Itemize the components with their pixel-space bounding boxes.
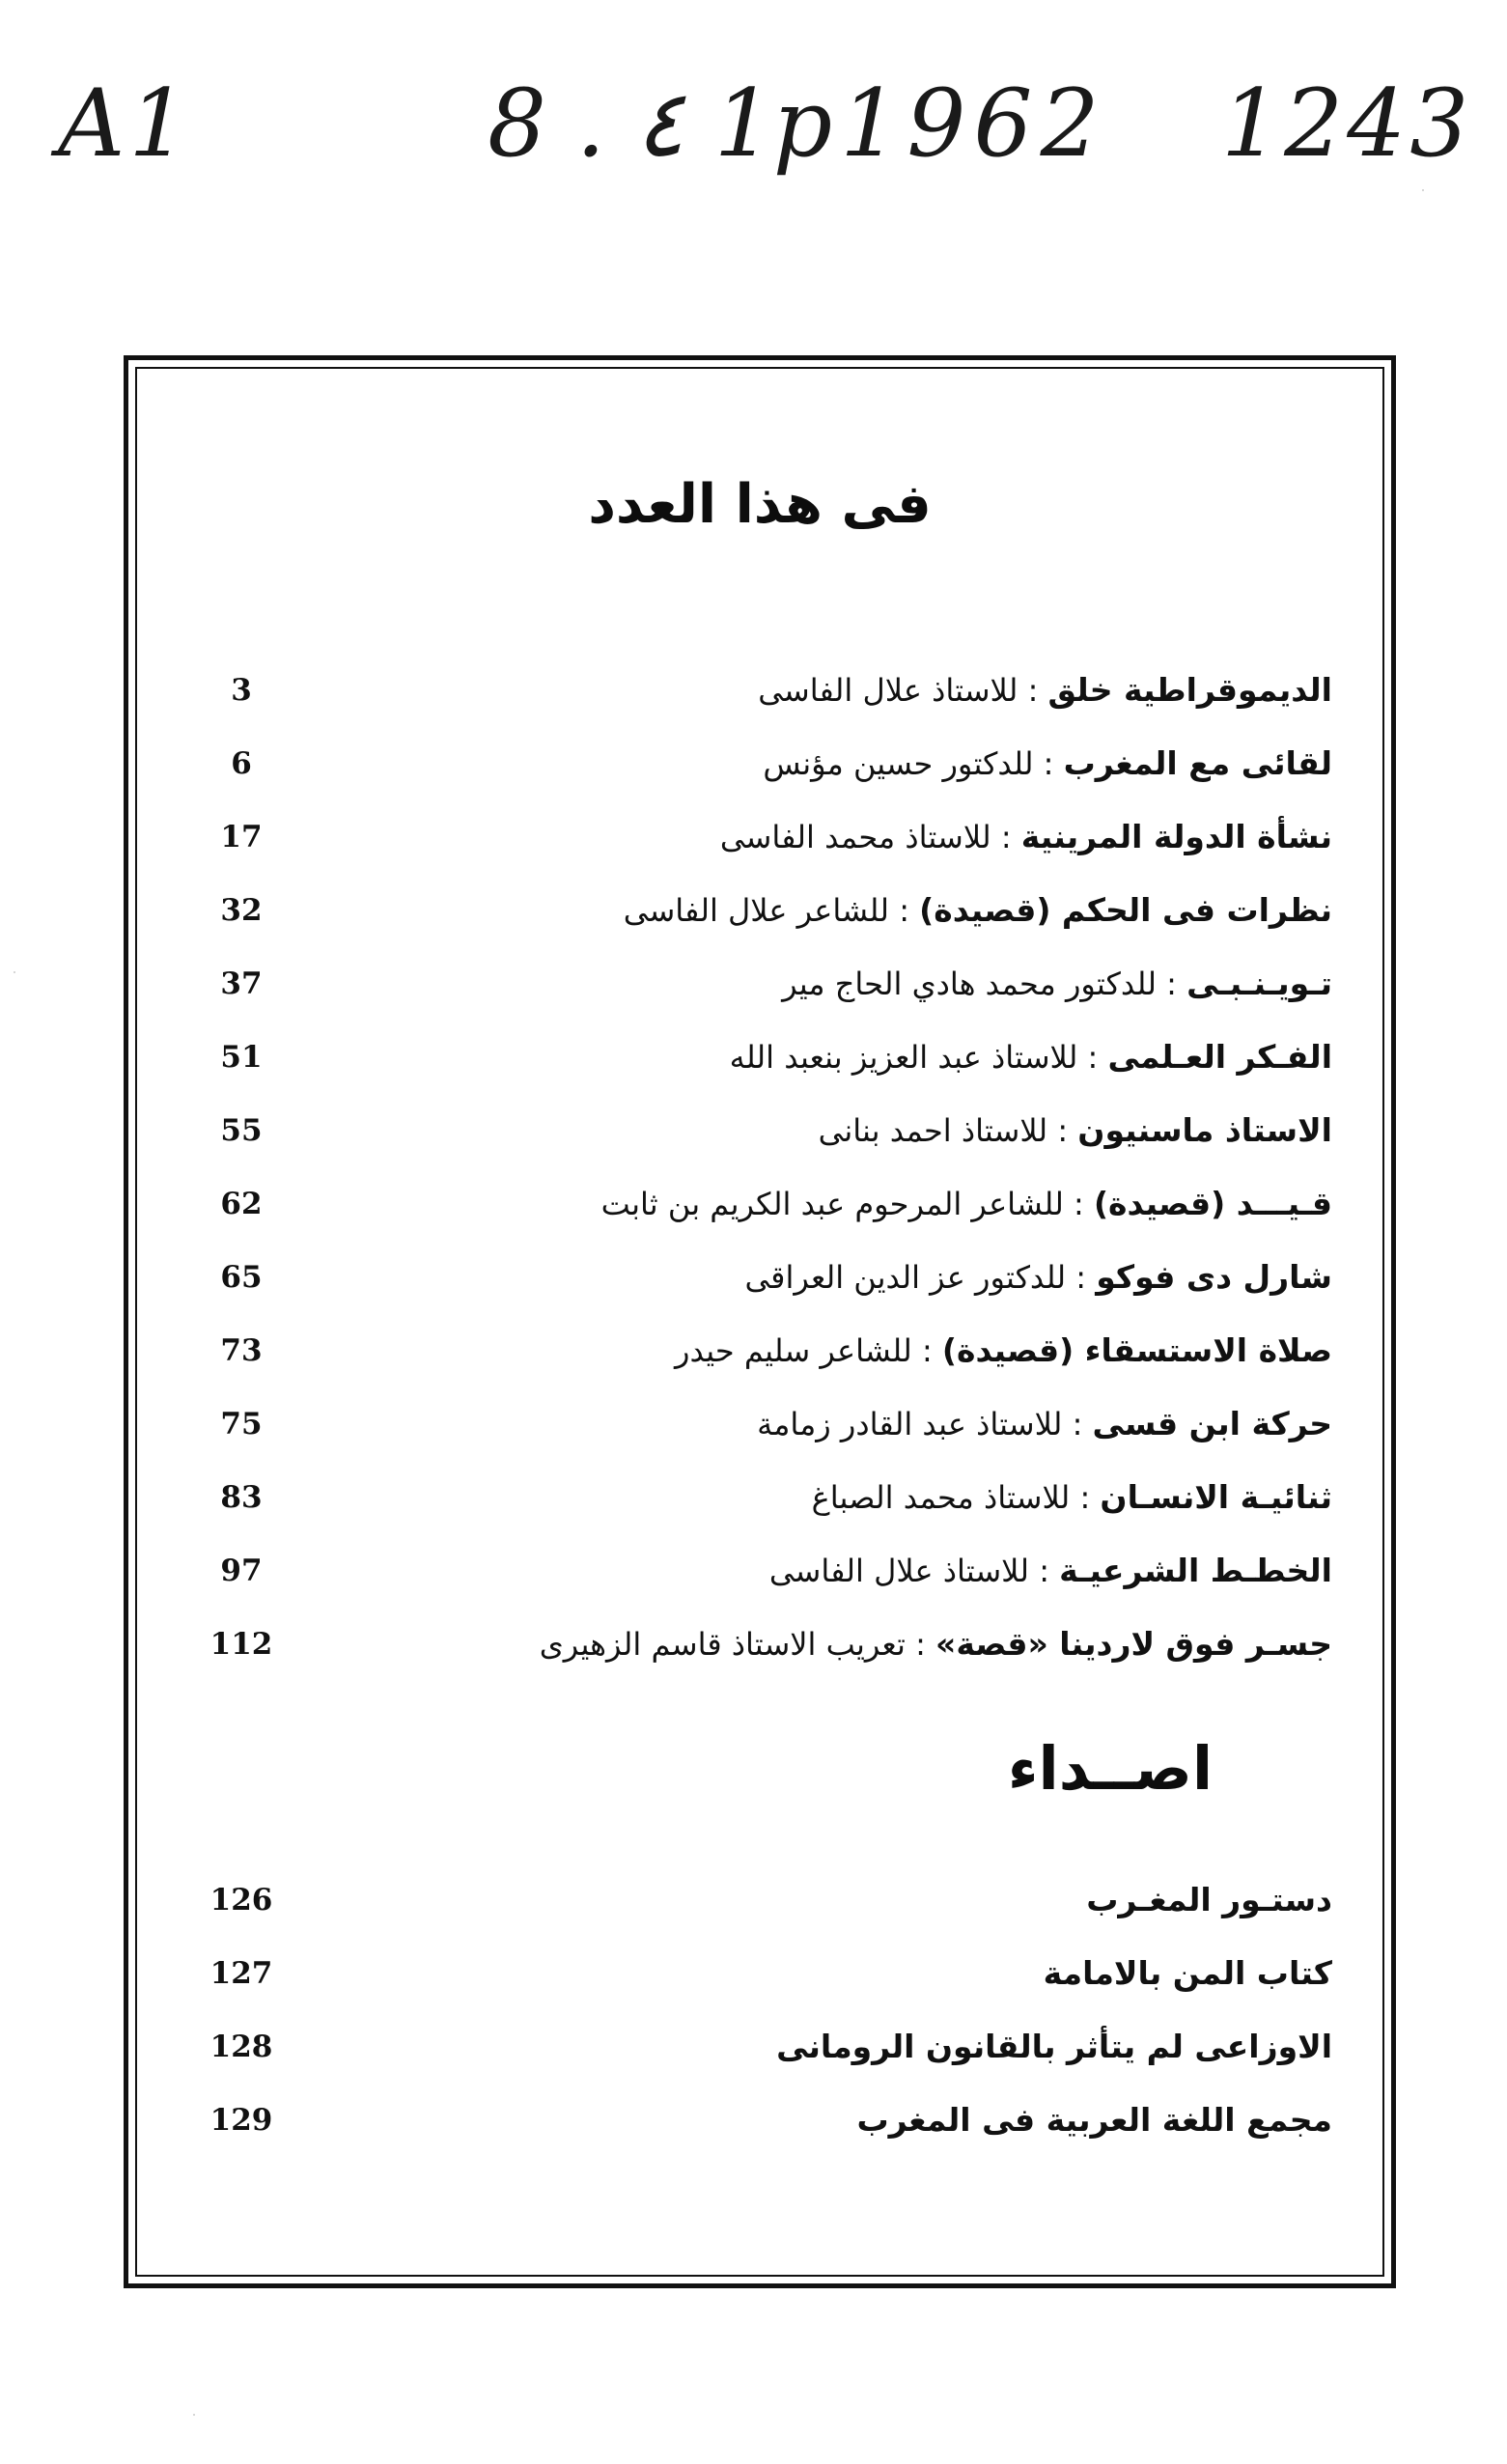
toc-entry-text: نشأة الدولة المرينية : للاستاذ محمد الفاسى [719,818,1332,855]
toc-entry [193,1248,1332,1306]
handwritten-archive-code: A1 [58,70,192,178]
toc-entry-title: الفـكر العـلمى [1107,1038,1332,1076]
toc-entry-author: للاستاذ عبد العزيز بنعبد الله [729,1039,1078,1076]
toc-entry [193,1102,1332,1160]
section-title: اصــداء [1007,1733,1214,1804]
toc-entry-page: 112 [209,1627,273,1662]
scan-speck [14,971,15,973]
toc-entry [193,1615,1332,1673]
toc-entry-page: 97 [220,1554,263,1588]
toc-entry-text: صلاة الاستسقاء (قصيدة) : للشاعر سليم حيدر [674,1331,1332,1369]
toc-entry-page: 17 [220,820,263,854]
toc-entry-text: حركة ابن قسى : للاستاذ عبد القادر زمامة [757,1405,1332,1442]
scan-speck [193,2414,195,2416]
toc-entry-author: للاستاذ علال الفاسى [768,1553,1030,1589]
toc-entry-text: لقائى مع المغرب : للدكتور حسين مؤنس [763,744,1332,782]
toc-entry-title: نظرات فى الحكم (قصيدة) [919,891,1332,929]
toc-entry [193,735,1332,793]
toc-entry [193,661,1332,719]
toc-entry-title: حركة ابن قسى [1092,1405,1332,1442]
toc-entry-page: 32 [220,893,263,928]
toc-entry-title: شارل دى فوكو [1096,1258,1332,1296]
toc-entry-text: الخطـط الشرعيـة : للاستاذ علال الفاسى [768,1552,1332,1589]
section-entry [193,2018,1332,2076]
section-entry-page: 128 [209,2030,273,2064]
section-entry-title: دستـور المغـرب [1086,1881,1332,1918]
toc-entry-title: تـويـنـبـى [1186,965,1332,1002]
toc-entry-page: 37 [220,966,263,1001]
toc-entry-title: الاستاذ ماسنيون [1077,1111,1332,1149]
toc-entry-page: 62 [220,1187,263,1221]
toc-entry-author: للدكتور حسين مؤنس [763,745,1034,782]
toc-entry-text: الديموقراطية خلق : للاستاذ علال الفاسى [758,671,1332,709]
toc-entry-page: 73 [220,1333,263,1368]
toc-entry-title: الخطـط الشرعيـة [1059,1552,1332,1589]
toc-entry-author: للاستاذ عبد القادر زمامة [757,1406,1063,1442]
toc-entry-text: الاستاذ ماسنيون : للاستاذ احمد بنانى [818,1111,1332,1149]
toc-entry [193,1028,1332,1086]
toc-entry-page: 83 [220,1480,263,1515]
toc-entry-title: نشأة الدولة المرينية [1020,818,1332,855]
toc-entry-page: 65 [220,1260,263,1295]
section-entry [193,1945,1332,2002]
toc-entry-text: نظرات فى الحكم (قصيدة) : للشاعر علال الفاسى [623,891,1332,929]
toc-entry-text: قـيـــد (قصيدة) : للشاعر المرحوم عبد الكريم بن ثابت [600,1185,1332,1222]
toc-entry-title: لقائى مع المغرب [1063,744,1332,782]
toc-entry [193,808,1332,866]
scan-speck [1422,189,1424,191]
toc-entry-text: شارل دى فوكو : للدكتور عز الدين العراقى [744,1258,1332,1296]
section-entry-page: 126 [209,1883,273,1918]
section-entry-title: مجمع اللغة العربية فى المغرب [856,2101,1332,2139]
toc-entry-title: قـيـــد (قصيدة) [1093,1185,1332,1222]
toc-entry-text: جسـر فوق لاردينا «قصة» : تعريب الاستاذ قاسم الزهيرى [539,1625,1332,1663]
toc-entry-title: ثنائيـة الانسـان [1100,1478,1332,1516]
section-entry-page: 127 [209,1956,273,1991]
toc-entry [193,1542,1332,1600]
toc-entry-author: للشاعر المرحوم عبد الكريم بن ثابت [600,1186,1064,1222]
toc-entry [193,882,1332,939]
toc-entry-page: 55 [220,1113,263,1148]
toc-entry [193,1469,1332,1526]
toc-entry-author: للاستاذ محمد الفاسى [719,819,991,855]
toc-title: فى هذا العدد [588,473,932,536]
handwritten-inventory-number: 1243 [1221,70,1473,178]
toc-entry-title: صلاة الاستسقاء (قصيدة) [941,1331,1332,1369]
toc-entry-author: للاستاذ علال الفاسى [758,672,1019,709]
toc-entry [193,1322,1332,1380]
toc-entry-author: للدكتور عز الدين العراقى [744,1259,1067,1296]
toc-entry-page: 51 [220,1040,263,1075]
section-entry-title: الاوزاعى لم يتأثر بالقانون الرومانى [776,2028,1332,2065]
toc-entry-text: ثنائيـة الانسـان : للاستاذ محمد الصباغ [811,1478,1332,1516]
toc-entry [193,1175,1332,1233]
toc-entry-text: تـويـنـبـى : للدكتور محمد هادي الحاج مير [782,965,1332,1002]
section-entry [193,2091,1332,2149]
toc-entry-text: الفـكر العـلمى : للاستاذ عبد العزيز بنعبد الله [729,1038,1332,1076]
toc-entry-author: للدكتور محمد هادي الحاج مير [782,966,1157,1002]
toc-entry-page: 3 [231,673,252,708]
handwritten-date-note: 8 . ٤ 1p1962 [488,70,1107,178]
toc-entry-page: 75 [220,1407,263,1442]
section-entry-title: كتاب المن بالامامة [1043,1954,1332,1992]
section-entry [193,1871,1332,1929]
section-entry-page: 129 [209,2103,273,2138]
toc-entry-author: للشاعر سليم حيدر [674,1332,912,1369]
toc-entry-title: جسـر فوق لاردينا «قصة» [935,1625,1332,1663]
toc-entry-author: للاستاذ محمد الصباغ [811,1479,1071,1516]
toc-entry-author: تعريب الاستاذ قاسم الزهيرى [539,1626,906,1663]
toc-entry-author: للشاعر علال الفاسى [623,892,890,929]
toc-entry [193,955,1332,1013]
toc-entry [193,1395,1332,1453]
toc-entry-page: 6 [231,746,252,781]
toc-entry-title: الديموقراطية خلق [1047,671,1332,709]
toc-entry-author: للاستاذ احمد بنانى [818,1112,1048,1149]
